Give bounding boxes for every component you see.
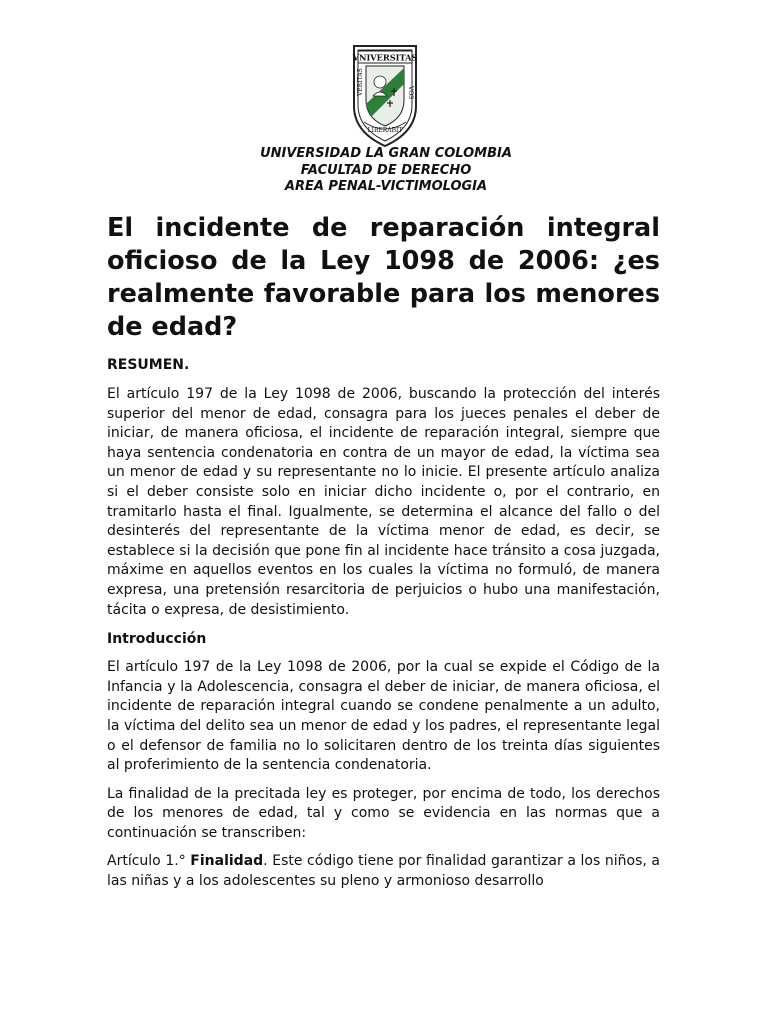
introduccion-paragraph-2: La finalidad de la precitada ley es proteger, por encima de todo, los derechos de los menores de edad, tal y como se evidencia en las normas que a continuación se transcriben: bbox=[107, 785, 660, 841]
article-title: Finalidad bbox=[190, 853, 264, 870]
article-prefix: Artículo 1.° bbox=[107, 853, 191, 870]
crest-right-text: VOS bbox=[407, 86, 414, 100]
article-text: . Este código tiene por finalidad garantizar a los niños, a las niñas y a los adolescentes su pleno y armonioso desarrollo bbox=[107, 853, 660, 890]
crest-left-text: VERITAS bbox=[357, 68, 364, 96]
document-title: El incidente de reparación integral oficioso de la Ley 1098 de 2006: ¿es realmente favorable para los menores de edad? bbox=[107, 213, 660, 342]
crest-banner-text: VNIVERSITAS bbox=[352, 52, 418, 63]
resumen-paragraph: El artículo 197 de la Ley 1098 de 2006, buscando la protección del interés superior del menor de edad, consagra para los jueces penales el deber de iniciar, de manera oficiosa, el incidente de reparación integral, siempre que haya sentencia condenatoria en contra de un mayor de edad, la víctima sea un menor de edad y su representante no lo inicie. El presente artículo analiza si el deber consiste solo en iniciar dicho incidente o, por el contrario, en tramitarlo hasta el final. Igualmente, se determina el alcance del fallo o del desinterés del representante de la víctima menor de edad, es decir, se establece si la decisión que pone fin al incidente hace tránsito a cosa juzgada, máxime en aquellos eventos en los cuales la víctima no formuló, de manera expresa, una pretensión resarcitoria de perjuicios o hubo una manifestación, tácita o expresa, de desistimiento. bbox=[107, 386, 660, 618]
document-body bbox=[107, 212, 660, 892]
university-crest-logo bbox=[350, 44, 420, 148]
introduccion-heading: Introducción bbox=[107, 631, 207, 648]
article-1-paragraph bbox=[107, 852, 660, 891]
introduccion-paragraph-1: El artículo 197 de la Ley 1098 de 2006, por la cual se expide el Código de la Infancia y la Adolescencia, consagra el deber de iniciar, de manera oficiosa, el incidente de reparación integral cuando se condene penalmente a un adulto, la víctima del delito sea un menor de edad y los padres, el representante legal o el defensor de familia no lo solicitaren dentro de los treinta días siguientes al proferimiento de la sentencia condenatoria. bbox=[107, 659, 660, 774]
institution-header bbox=[0, 146, 768, 196]
university-name: UNIVERSIDAD LA GRAN COLOMBIA bbox=[260, 146, 512, 161]
resumen-heading: RESUMEN. bbox=[107, 357, 190, 373]
faculty-name: FACULTAD DE DERECHO bbox=[300, 162, 472, 178]
area-name: AREA PENAL-VICTIMOLOGIA bbox=[284, 179, 488, 194]
crest-icon bbox=[350, 44, 420, 148]
crest-bottom-text: LIBERABIT bbox=[367, 127, 403, 134]
